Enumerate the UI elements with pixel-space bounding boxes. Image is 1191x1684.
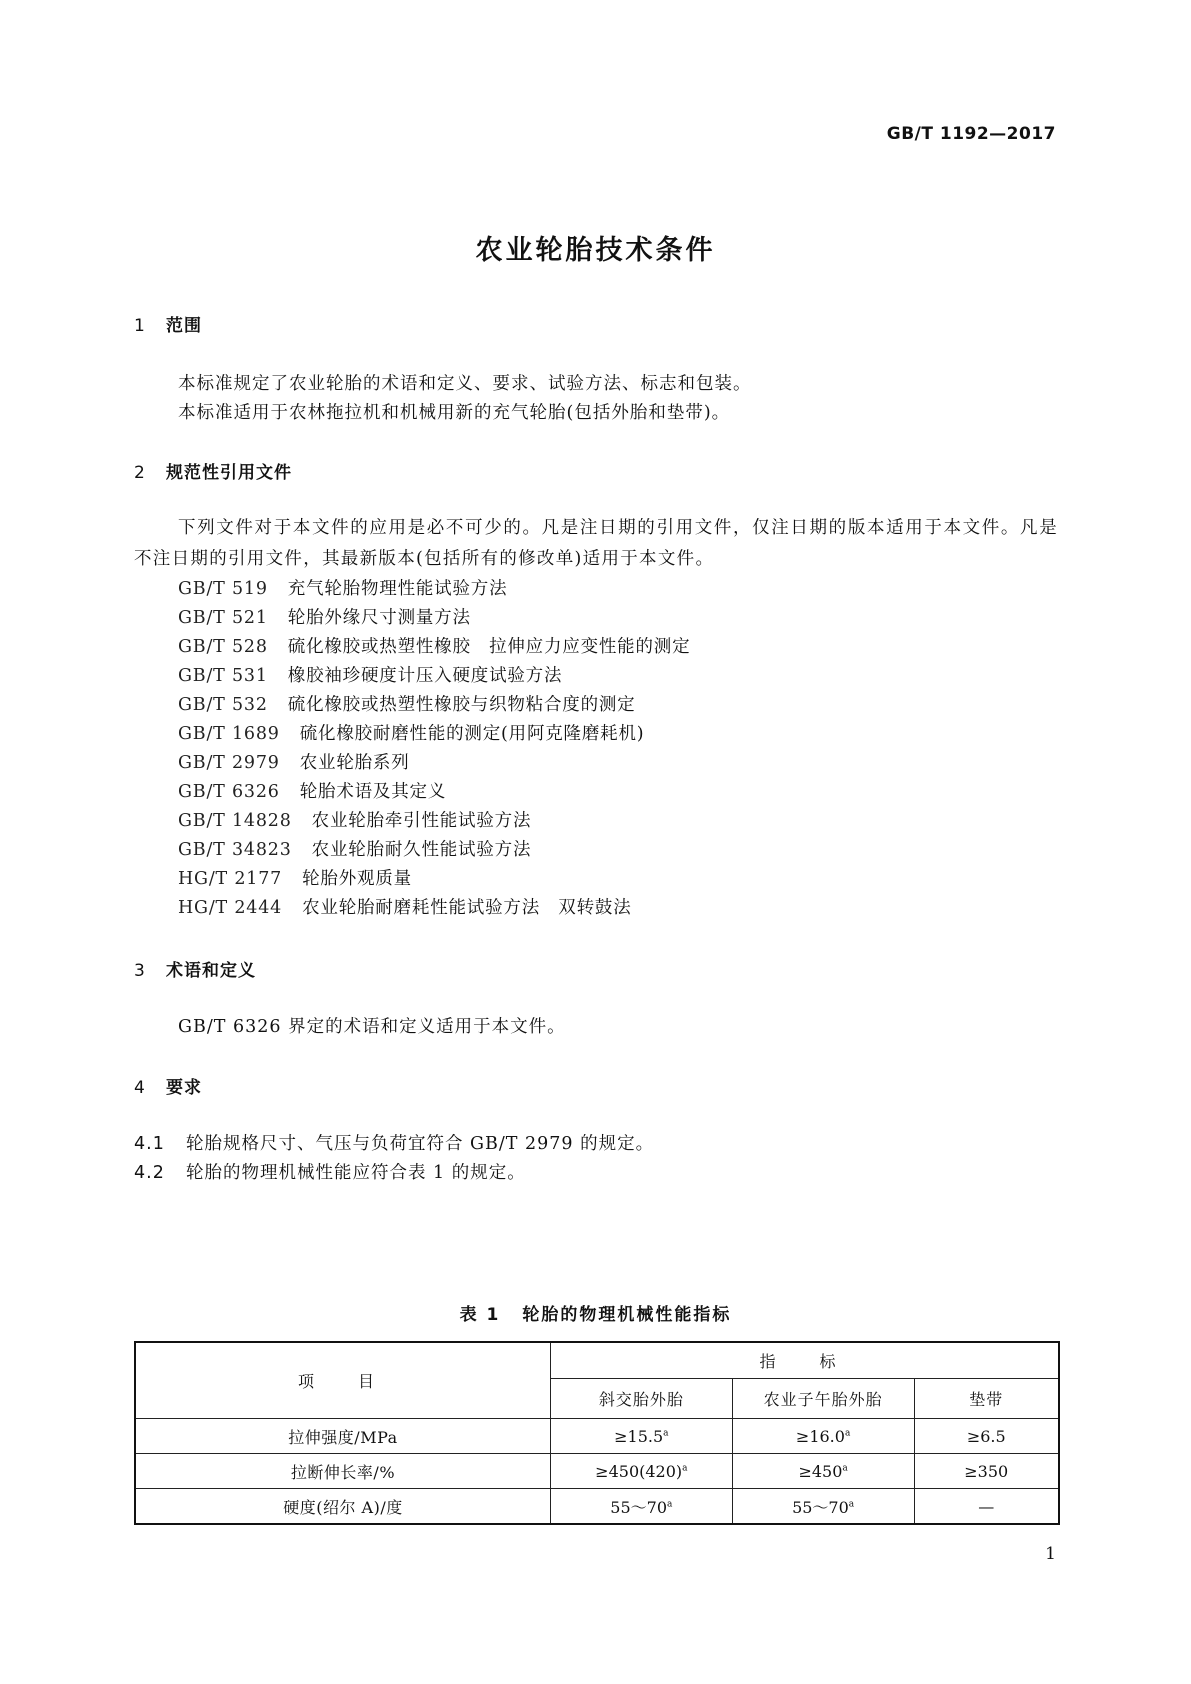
table-title: 轮胎的物理机械性能指标 (522, 1305, 732, 1325)
row-label: 硬度(绍尔 A)/度 (135, 1489, 550, 1525)
reference-item (178, 662, 562, 687)
table-cell (550, 1454, 732, 1489)
reference-code: GB/T 2979 (178, 753, 280, 773)
footnote-mark: a (667, 1499, 673, 1510)
reference-code: GB/T 6326 (178, 782, 280, 802)
reference-code: GB/T 521 (178, 608, 268, 628)
table-cell (732, 1419, 914, 1454)
reference-code: GB/T 34823 (178, 840, 292, 860)
reference-title: 轮胎术语及其定义 (299, 782, 447, 802)
table-cell (732, 1489, 914, 1525)
reference-title: 轮胎外观质量 (302, 869, 412, 889)
reference-item (178, 749, 410, 774)
properties-table (134, 1341, 1060, 1525)
section-title: 术语和定义 (166, 961, 256, 981)
clause-4-1 (134, 1130, 654, 1155)
section-title: 规范性引用文件 (166, 463, 292, 483)
cell-value: — (978, 1496, 995, 1516)
cell-value: ≥350 (964, 1461, 1009, 1481)
reference-title: 硫化橡胶耐磨性能的测定(用阿克隆磨耗机) (299, 724, 645, 744)
reference-title: 轮胎外缘尺寸测量方法 (287, 608, 471, 628)
table-cell (914, 1489, 1059, 1525)
cell-value: ≥16.0 (795, 1426, 845, 1446)
table-cell (732, 1454, 914, 1489)
table-row (135, 1454, 1059, 1489)
reference-item (178, 691, 635, 716)
section-number: 3 (134, 961, 146, 981)
reference-code: HG/T 2444 (178, 898, 283, 918)
reference-item (178, 604, 471, 629)
reference-item (178, 633, 690, 658)
footnote-mark: a (844, 1428, 851, 1439)
reference-title: 橡胶袖珍硬度计压入硬度试验方法 (287, 666, 563, 686)
section-2-heading (134, 458, 292, 483)
scope-paragraph-2: 本标准适用于农林拖拉机和机械用新的充气轮胎(包括外胎和垫带)。 (178, 403, 731, 423)
section-4-heading (134, 1073, 202, 1098)
section-title: 要求 (166, 1078, 202, 1098)
table-cell (914, 1419, 1059, 1454)
cell-value: ≥15.5 (614, 1426, 664, 1446)
footnote-mark: a (682, 1463, 688, 1474)
section-3-heading (134, 956, 256, 981)
document-title: 农业轮胎技术条件 (475, 235, 716, 266)
table-row (135, 1489, 1059, 1525)
section-title: 范围 (166, 316, 202, 336)
reference-item (178, 807, 531, 832)
scope-paragraph-1: 本标准规定了农业轮胎的术语和定义、要求、试验方法、标志和包装。 (178, 374, 752, 394)
header-item: 项 目 (135, 1342, 550, 1419)
table-caption (0, 1300, 1191, 1325)
clause-number: 4.2 (134, 1163, 165, 1183)
reference-code: GB/T 14828 (178, 811, 292, 831)
terms-paragraph: GB/T 6326 界定的术语和定义适用于本文件。 (178, 1017, 566, 1037)
footnote-mark: a (842, 1463, 848, 1474)
clause-text: 轮胎规格尺寸、气压与负荷宜符合 GB/T 2979 的规定。 (186, 1134, 655, 1154)
column-header: 农业子午胎外胎 (732, 1379, 914, 1419)
reference-item (178, 894, 632, 919)
footnote-mark: a (663, 1428, 669, 1439)
cell-value: ≥450(420) (595, 1461, 683, 1481)
reference-title: 农业轮胎耐磨耗性能试验方法 双转鼓法 (302, 898, 632, 918)
reference-code: HG/T 2177 (178, 869, 283, 889)
page-number: 1 (1045, 1544, 1056, 1564)
reference-code: GB/T 519 (178, 579, 268, 599)
reference-code: GB/T 532 (178, 695, 268, 715)
reference-title: 硫化橡胶或热塑性橡胶 拉伸应力应变性能的测定 (287, 637, 691, 657)
reference-code: GB/T 531 (178, 666, 268, 686)
reference-title: 充气轮胎物理性能试验方法 (287, 579, 508, 599)
normative-references-intro: 下列文件对于本文件的应用是必不可少的。凡是注日期的引用文件，仅注日期的版本适用于本文件。凡是不注日期的引用文件，其最新版本(包括所有的修改单)适用于本文件。 (134, 518, 1058, 569)
reference-title: 农业轮胎牵引性能试验方法 (311, 811, 532, 831)
reference-item (178, 720, 644, 745)
row-label: 拉断伸长率/% (135, 1454, 550, 1489)
reference-item (178, 778, 446, 803)
standard-code: GB/T 1192—2017 (886, 124, 1056, 144)
clause-4-2 (134, 1159, 526, 1184)
header-index: 指 标 (550, 1342, 1059, 1379)
reference-item (178, 865, 412, 890)
table-row (135, 1419, 1059, 1454)
section-number: 1 (134, 316, 146, 336)
section-number: 4 (134, 1078, 146, 1098)
section-1-heading (134, 311, 202, 336)
reference-code: GB/T 1689 (178, 724, 280, 744)
clause-text: 轮胎的物理机械性能应符合表 1 的规定。 (186, 1163, 526, 1183)
column-header: 垫带 (914, 1379, 1059, 1419)
cell-value: ≥450 (798, 1461, 843, 1481)
reference-item (178, 575, 507, 600)
cell-value: 55～70 (610, 1497, 668, 1517)
table-number: 表 1 (459, 1305, 501, 1325)
table-cell (550, 1489, 732, 1525)
footnote-mark: a (848, 1499, 855, 1510)
cell-value: ≥6.5 (966, 1426, 1006, 1446)
row-label: 拉伸强度/MPa (135, 1419, 550, 1454)
clause-number: 4.1 (134, 1134, 165, 1154)
column-header: 斜交胎外胎 (550, 1379, 732, 1419)
table-header-row (135, 1342, 1059, 1379)
cell-value: 55～70 (792, 1497, 849, 1517)
reference-item (178, 836, 531, 861)
section-number: 2 (134, 463, 146, 483)
reference-code: GB/T 528 (178, 637, 268, 657)
reference-title: 农业轮胎系列 (299, 753, 410, 773)
reference-title: 农业轮胎耐久性能试验方法 (311, 840, 532, 860)
reference-title: 硫化橡胶或热塑性橡胶与织物粘合度的测定 (287, 695, 636, 715)
table-cell (914, 1454, 1059, 1489)
table-cell (550, 1419, 732, 1454)
